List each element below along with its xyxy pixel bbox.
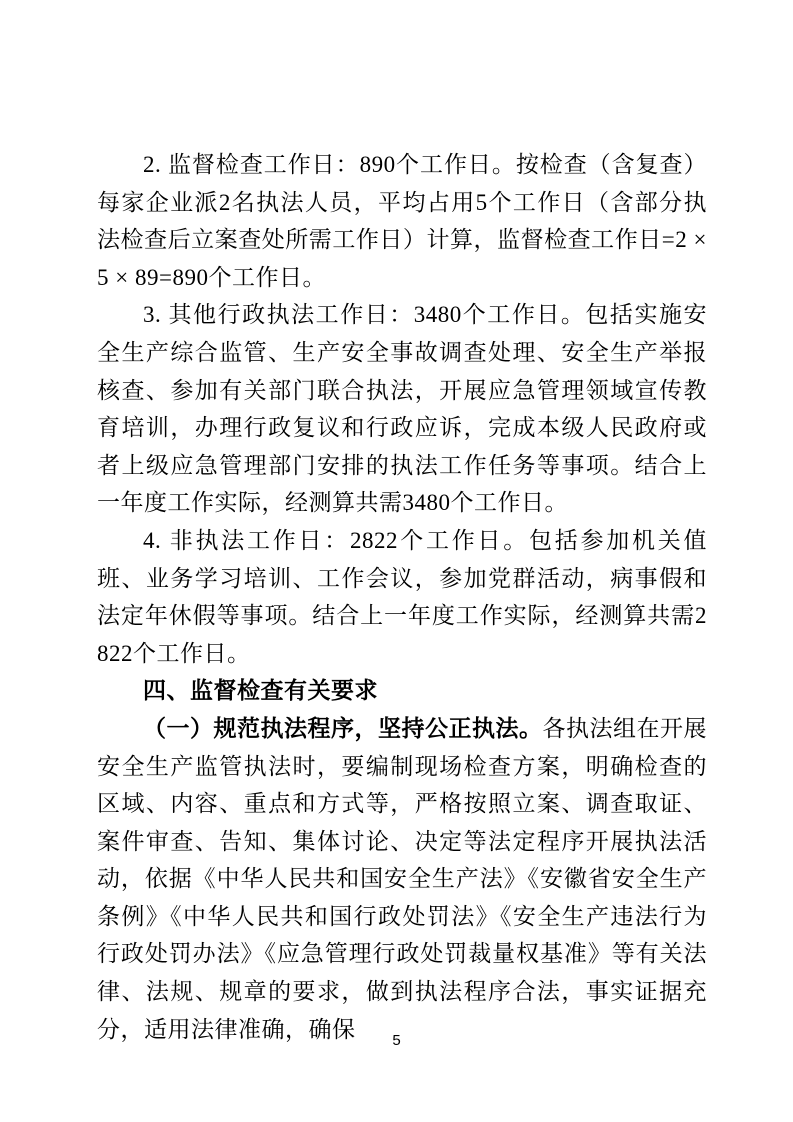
page-number: 5	[392, 1032, 401, 1049]
paragraph-body-text: 各执法组在开展安全生产监管执法时，要编制现场检查方案，明确检查的区域、内容、重点和方式等，严格按照立案、调查取证、案件审查、告知、集体讨论、决定等法定程序开展执法活动，依据《中华人民共和国安全生产法》《安徽省安全生产条例》《中华人民共和国行政处罚法》《安全生产违法行为行政处罚办法》《应急管理行政处罚裁量权基准》等有关法律、法规、规章的要求，做到执法程序合法，事实证据充分，适用法律准确，确保	[97, 715, 707, 1042]
paragraph-non-enforcement-workdays: 4. 非执法工作日：2822个工作日。包括参加机关值班、业务学习培训、工作会议，参加党群活动，病事假和法定年休假等事项。结合上一年度工作实际，经测算共需2822个工作日。	[97, 527, 707, 666]
paragraph-other-enforcement-workdays: 3. 其他行政执法工作日：3480个工作日。包括实施安全生产综合监管、生产安全事故调查处理、安全生产举报核查、参加有关部门联合执法，开展应急管理领域宣传教育培训，办理行政复议和行政应诉，完成本级人民政府或者上级应急管理部门安排的执法工作任务等事项。结合上一年度工作实际，经测算共需3480个工作日。	[97, 302, 707, 516]
document-body	[97, 146, 707, 1048]
paragraph-supervision-inspection-workdays: 2. 监督检查工作日：890个工作日。按检查（含复查）每家企业派2名执法人员，平均占用5个工作日（含部分执法检查后立案查处所需工作日）计算，监督检查工作日=2 × 5 × 89=890个工作日。	[97, 152, 707, 290]
section-heading-supervision-requirements: 四、监督检查有关要求	[143, 677, 378, 704]
paragraph-lead-bold: （一）规范执法程序，坚持公正执法。	[143, 715, 543, 741]
paragraph-standardize-procedures	[97, 710, 707, 1048]
